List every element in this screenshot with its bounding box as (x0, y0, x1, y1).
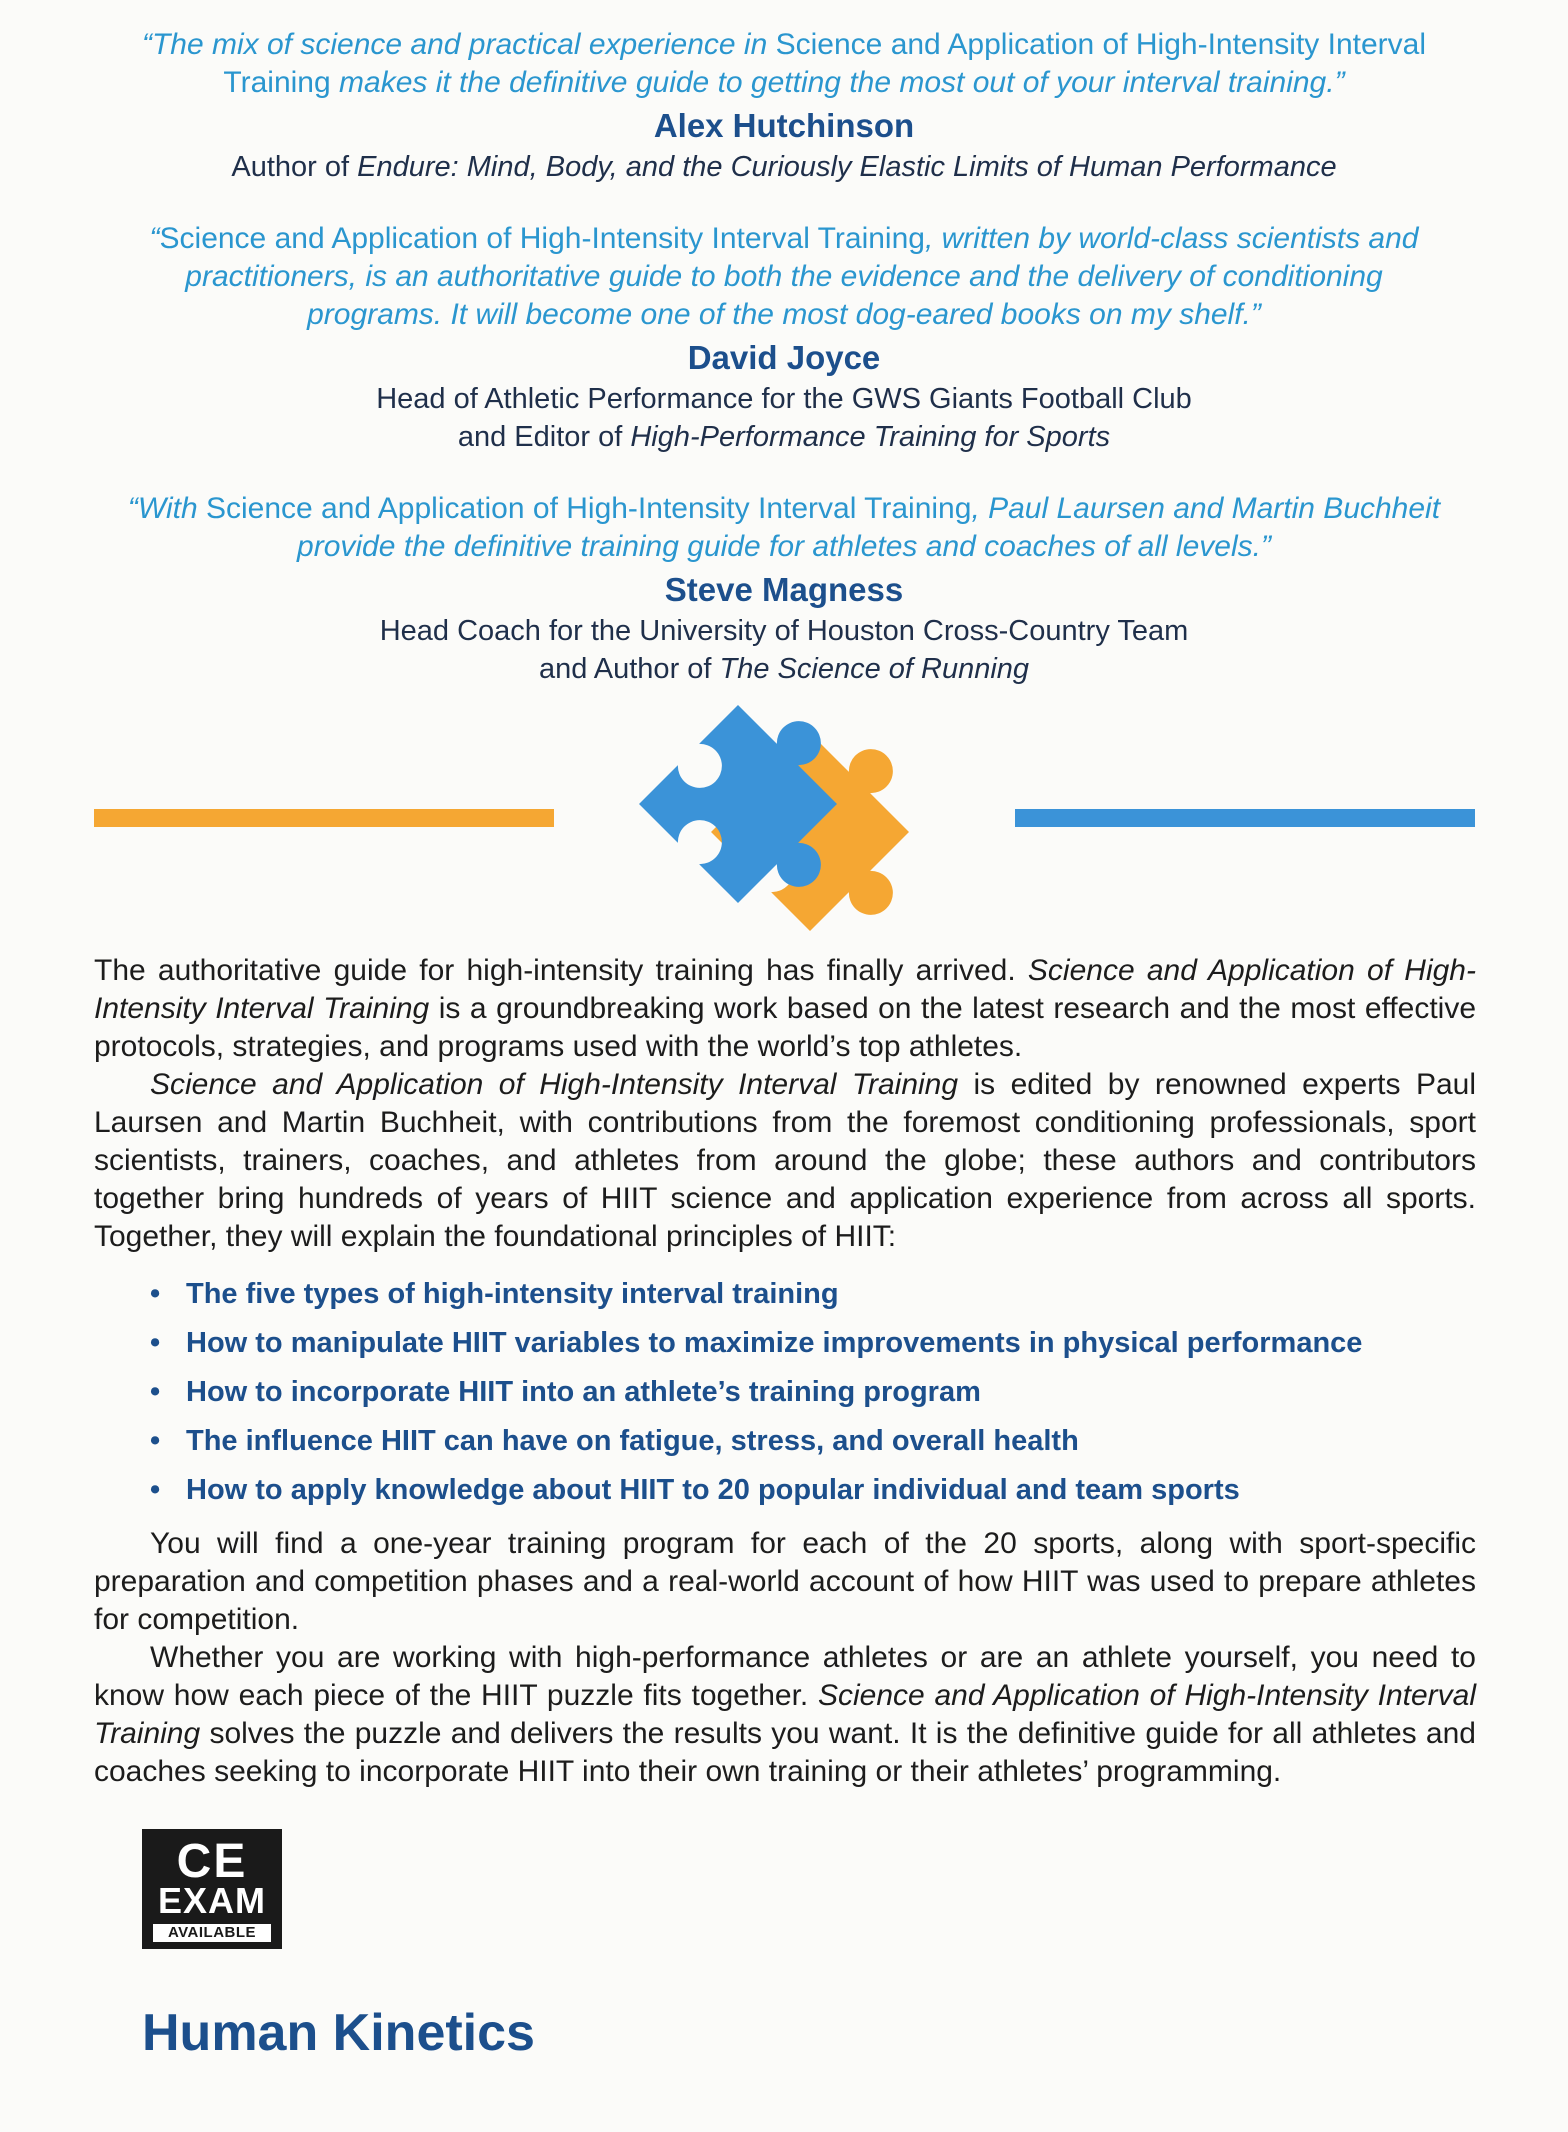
paragraph-closing (94, 1639, 1476, 1791)
quote-text: “With (127, 492, 206, 525)
paragraph-text: is edited by renowned experts Paul Laursen and Martin Buchheit, with contributions from the foremost conditioning professionals, sport scientists, trainers, coaches, and athletes from around the globe; these authors and contributors together bring hundreds of years of HIIT science and application experience from across all sports. Together, they will explain the foundational principles of HIIT: (94, 1068, 1476, 1253)
description (94, 952, 1476, 1791)
paragraph-text: solves the puzzle and delivers the results you want. It is the definitive guide for all athletes and coaches seeking to incorporate HIIT into their own training or their athletes’ programming. (94, 1717, 1476, 1788)
testimonial-role (110, 148, 1458, 186)
role-book-title: High-Performance Training for Sports (630, 421, 1111, 453)
badge-available-text: AVAILABLE (153, 1924, 271, 1942)
testimonials (80, 26, 1488, 722)
paragraph-intro (94, 952, 1476, 1066)
book-title: Science and Application of High-Intensity Interval Training (150, 1068, 959, 1101)
paragraph-text: is a groundbreaking work based on the latest research and the most effective protocols, strategies, and programs used with the world’s top athletes. (94, 992, 1476, 1063)
list-item: • The influence HIIT can have on fatigue, stress, and overall health (150, 1417, 1476, 1466)
list-item: • How to manipulate HIIT variables to maximize improvements in physical performance (150, 1319, 1476, 1368)
puzzle-pieces-icon (620, 692, 950, 952)
role-text: and Author of (538, 653, 720, 685)
testimonial-quote (110, 26, 1458, 102)
testimonial-author: Alex Hutchinson (653, 107, 915, 144)
role-book-title: Endure: Mind, Body, and the Curiously Elastic Limits of Human Performance (357, 151, 1337, 183)
quote-book-title: Science and Application of High-Intensity Interval Training (205, 492, 972, 525)
quote-text: , Paul Laursen and Martin Buchheit provide the definitive training guide for athletes and coaches of all levels.” (297, 492, 1441, 563)
quote-book-title: Science and Application of High-Intensity Interval Training (223, 28, 1427, 99)
divider-bar-right (1015, 809, 1475, 827)
paragraph-editors (94, 1066, 1476, 1256)
quote-text: “The mix of science and practical experience in (141, 28, 776, 61)
role-text: and Editor of (457, 421, 631, 453)
role-text: Author of (231, 151, 358, 183)
testimonial-author: Steve Magness (664, 571, 904, 608)
badge-exam-text: EXAM (157, 1880, 266, 1921)
testimonial-quote (100, 490, 1468, 566)
badge-ce-text: CE (176, 1835, 248, 1888)
testimonial-hutchinson (80, 26, 1488, 186)
book-title: Science and Application of High-Intensity Interval Training (94, 954, 1476, 1025)
testimonial-role (100, 612, 1468, 688)
quote-text: makes it the definitive guide to getting the most out of your interval training.” (330, 66, 1345, 99)
testimonial-author: David Joyce (687, 339, 881, 376)
divider-bar-left (94, 809, 554, 827)
quote-book-title: Science and Application of High-Intensity Interval Training (159, 222, 925, 255)
testimonial-magness (80, 490, 1488, 688)
list-item: • How to incorporate HIIT into an athlete’s training program (150, 1368, 1476, 1417)
principles-list (94, 1270, 1476, 1515)
publisher-logo: Human Kinetics (142, 2004, 535, 2062)
role-book-title: The Science of Running (719, 653, 1030, 685)
ce-exam-badge (142, 1829, 282, 1949)
paragraph-text: The authoritative guide for high-intensity training has finally arrived. (94, 954, 1028, 987)
paragraph-text: Whether you are working with high-performance athletes or are an athlete yourself, you need to know how each piece of the HIIT puzzle fits together. (94, 1641, 1476, 1712)
quote-text: “ (149, 222, 160, 255)
paragraph-program: You will find a one-year training program for each of the 20 sports, along with sport-specific preparation and competition phases and a real-world account of how HIIT was used to prepare athletes for competition. (94, 1527, 1476, 1636)
quote-text: , written by world-class scientists and practitioners, is an authoritative guide to both the evidence and the delivery of conditioning programs. It will become one of the most dog-eared books on my shelf.” (185, 222, 1419, 331)
list-item: • How to apply knowledge about HIIT to 20 popular individual and team sports (150, 1466, 1476, 1515)
role-text: Head of Athletic Performance for the GWS Giants Football Club (376, 383, 1192, 415)
role-text: Head Coach for the University of Houston Cross-Country Team (379, 615, 1189, 647)
list-item: • The five types of high-intensity interval training (150, 1270, 1476, 1319)
testimonial-role (120, 380, 1448, 456)
testimonial-quote (120, 220, 1448, 334)
testimonial-joyce (80, 220, 1488, 456)
book-title: Science and Application of High-Intensity Interval Training (94, 1679, 1476, 1750)
